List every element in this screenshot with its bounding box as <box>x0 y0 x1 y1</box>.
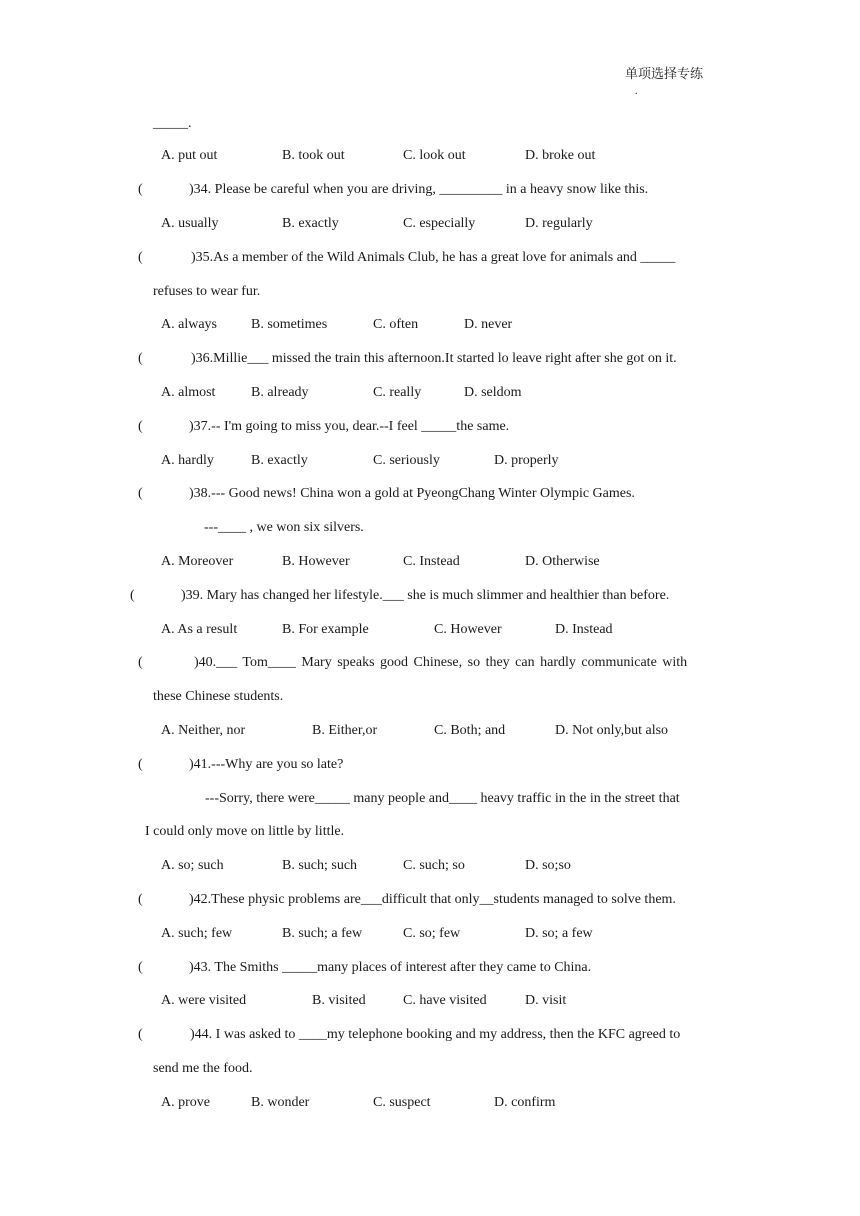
q34-question: )34. Please be careful when you are driving, _________ in a heavy snow like this. <box>189 182 649 197</box>
q42-option-b[interactable]: B. such; a few <box>282 926 363 941</box>
q38-question-cont: ---____ , we won six silvers. <box>204 520 364 535</box>
q39-option-c[interactable]: C. However <box>434 622 502 637</box>
q44-question: )44. I was asked to ____my telephone booking and my address, then the KFC agreed to <box>190 1027 681 1042</box>
q42-option-a[interactable]: A. such; few <box>161 926 233 941</box>
q38-option-a[interactable]: A. Moreover <box>161 554 234 569</box>
q37-option-d[interactable]: D. properly <box>494 453 559 468</box>
q44-paren: ( <box>138 1027 143 1042</box>
q38-option-c[interactable]: C. Instead <box>403 554 460 569</box>
q44-option-d[interactable]: D. confirm <box>494 1095 556 1110</box>
q34-option-b[interactable]: B. exactly <box>282 216 339 231</box>
q34-option-d[interactable]: D. regularly <box>525 216 593 231</box>
page-header-dot: . <box>635 86 638 97</box>
q35-option-d[interactable]: D. never <box>464 317 513 332</box>
q40-option-b[interactable]: B. Either,or <box>312 723 378 738</box>
q43-option-c[interactable]: C. have visited <box>403 993 487 1008</box>
q43-option-b[interactable]: B. visited <box>312 993 366 1008</box>
q40-question-cont: these Chinese students. <box>153 689 284 704</box>
q41-paren: ( <box>138 757 143 772</box>
q40-paren: ( <box>138 655 143 670</box>
q39-option-b[interactable]: B. For example <box>282 622 369 637</box>
q41-question: )41.---Why are you so late? <box>189 757 344 772</box>
q35-option-a[interactable]: A. always <box>161 317 217 332</box>
q44-option-b[interactable]: B. wonder <box>251 1095 310 1110</box>
q39-paren: ( <box>130 588 135 603</box>
q41-option-a[interactable]: A. so; such <box>161 858 224 873</box>
q41-question-cont-2: I could only move on little by little. <box>145 824 345 839</box>
q42-paren: ( <box>138 892 143 907</box>
q36-option-a[interactable]: A. almost <box>161 385 216 400</box>
q39-option-d[interactable]: D. Instead <box>555 622 613 637</box>
q38-option-b[interactable]: B. However <box>282 554 350 569</box>
q37-question: )37.-- I'm going to miss you, dear.--I feel _____the same. <box>189 419 510 434</box>
q42-question: )42.These physic problems are___difficult that only__students managed to solve them. <box>189 892 676 907</box>
q35-option-b[interactable]: B. sometimes <box>251 317 328 332</box>
q34-paren: ( <box>138 182 143 197</box>
q41-option-c[interactable]: C. such; so <box>403 858 465 873</box>
q43-option-a[interactable]: A. were visited <box>161 993 247 1008</box>
q42-option-d[interactable]: D. so; a few <box>525 926 593 941</box>
q36-option-d[interactable]: D. seldom <box>464 385 522 400</box>
q41-option-b[interactable]: B. such; such <box>282 858 358 873</box>
q43-option-d[interactable]: D. visit <box>525 993 567 1008</box>
q34-option-c[interactable]: C. especially <box>403 216 476 231</box>
q38-option-d[interactable]: D. Otherwise <box>525 554 600 569</box>
q34-option-a[interactable]: A. usually <box>161 216 219 231</box>
q40-option-d[interactable]: D. Not only,but also <box>555 723 669 738</box>
q33-option-a[interactable]: A. put out <box>161 148 218 163</box>
q37-option-a[interactable]: A. hardly <box>161 453 214 468</box>
q37-option-b[interactable]: B. exactly <box>251 453 308 468</box>
q35-question-cont: refuses to wear fur. <box>153 284 261 299</box>
q41-option-d[interactable]: D. so;so <box>525 858 571 873</box>
q37-paren: ( <box>138 419 143 434</box>
q40-option-a[interactable]: A. Neither, nor <box>161 723 246 738</box>
q41-question-cont-1: ---Sorry, there were_____ many people and____ heavy traffic in the in the street that <box>205 791 680 806</box>
q39-option-a[interactable]: A. As a result <box>161 622 238 637</box>
q36-option-b[interactable]: B. already <box>251 385 309 400</box>
q44-option-c[interactable]: C. suspect <box>373 1095 431 1110</box>
q43-question: )43. The Smiths _____many places of interest after they came to China. <box>189 960 592 975</box>
q38-paren: ( <box>138 486 143 501</box>
q39-question: )39. Mary has changed her lifestyle.___ she is much slimmer and healthier than before. <box>181 588 670 603</box>
q37-option-c[interactable]: C. seriously <box>373 453 440 468</box>
q35-option-c[interactable]: C. often <box>373 317 419 332</box>
q44-question-cont: send me the food. <box>153 1061 253 1076</box>
q33-option-d[interactable]: D. broke out <box>525 148 596 163</box>
page-header-title: 单项选择专练 <box>625 66 704 81</box>
q40-question: )40.___ Tom____ Mary speaks good Chinese, so they can hardly communicate with <box>194 655 688 670</box>
q43-paren: ( <box>138 960 143 975</box>
q36-question: )36.Millie___ missed the train this afternoon.It started lo leave right after she got on it. <box>191 351 677 366</box>
q35-question: )35.As a member of the Wild Animals Club, he has a great love for animals and _____ <box>191 250 676 265</box>
q33-option-b[interactable]: B. took out <box>282 148 345 163</box>
q36-paren: ( <box>138 351 143 366</box>
q36-option-c[interactable]: C. really <box>373 385 422 400</box>
q40-option-c[interactable]: C. Both; and <box>434 723 506 738</box>
q35-paren: ( <box>138 250 143 265</box>
q38-question: )38.--- Good news! China won a gold at PyeongChang Winter Olympic Games. <box>189 486 635 501</box>
q33-option-c[interactable]: C. look out <box>403 148 466 163</box>
q42-option-c[interactable]: C. so; few <box>403 926 461 941</box>
q33-blank: _____. <box>153 116 192 131</box>
q44-option-a[interactable]: A. prove <box>161 1095 210 1110</box>
